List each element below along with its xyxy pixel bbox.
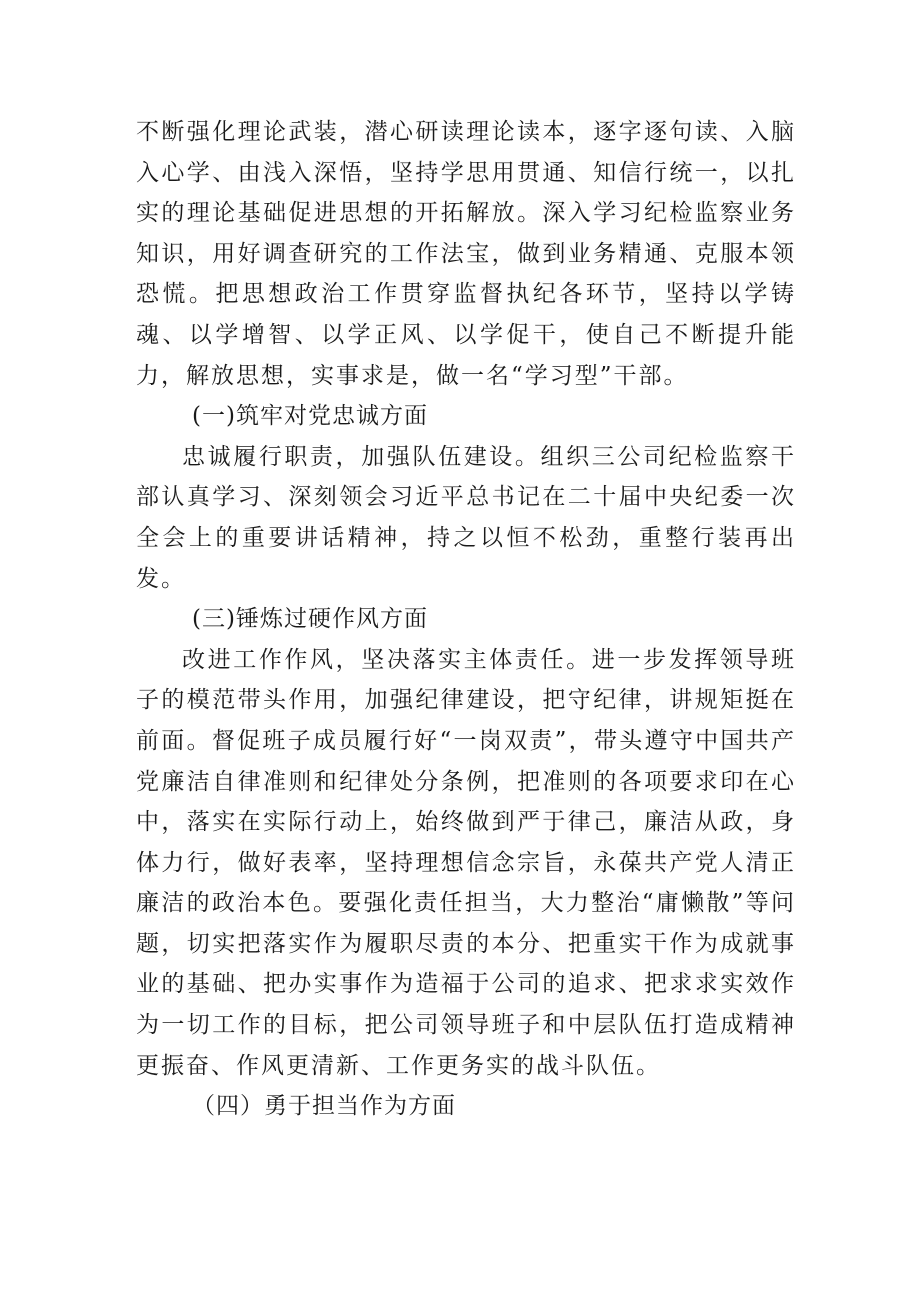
section-heading-loyalty: (一)筑牢对党忠诚方面 xyxy=(192,403,428,430)
section-heading-responsibility: （四）勇于担当作为方面 xyxy=(192,1093,456,1120)
paragraph-work-style: 改进工作作风，坚决落实主体责任。进一步发挥领导班子的模范带头作用，加强纪律建设，把守纪律，讲规矩挺在前面。督促班子成员履行好“一岗双责”，带头遵守中国共产党廉洁自律准则和纪律处分条例，把准则的各项要求印在心中，落实在实际行动上，始终做到严于律己，廉洁从政，身体力行，做好表率，坚持理想信念宗旨，永葆共产党人清正廉洁的政治本色。要强化责任担当，大力整治“庸懒散”等问题，切实把落实作为履职尽责的本分、把重实干作为成就事业的基础、把办实事作为造福于公司的追求、把求求实效作为一切工作的目标，把公司领导班子和中层队伍打造成精神更振奋、作风更清新、工作更务实的战斗队伍。 xyxy=(136,646,796,1079)
paragraph-loyalty: 忠诚履行职责，加强队伍建设。组织三公司纪检监察干部认真学习、深刻领会习近平总书记在二十届中央纪委一次全会上的重要讲话精神，持之以恒不松劲，重整行装再出发。 xyxy=(136,443,796,592)
section-heading-work-style: (三)锤炼过硬作风方面 xyxy=(192,606,428,633)
document-body xyxy=(136,112,796,1127)
paragraph-theory-study: 不断强化理论武装，潜心研读理论读本，逐字逐句读、入脑入心学、由浅入深悟，坚持学思用贯通、知信行统一，以扎实的理论基础促进思想的开拓解放。深入学习纪检监察业务知识，用好调查研究的工作法宝，做到业务精通、克服本领恐慌。把思想政治工作贯穿监督执纪各环节，坚持以学铸魂、以学增智、以学正风、以学促干，使自己不断提升能力，解放思想，实事求是，做一名“学习型”干部。 xyxy=(136,119,796,389)
